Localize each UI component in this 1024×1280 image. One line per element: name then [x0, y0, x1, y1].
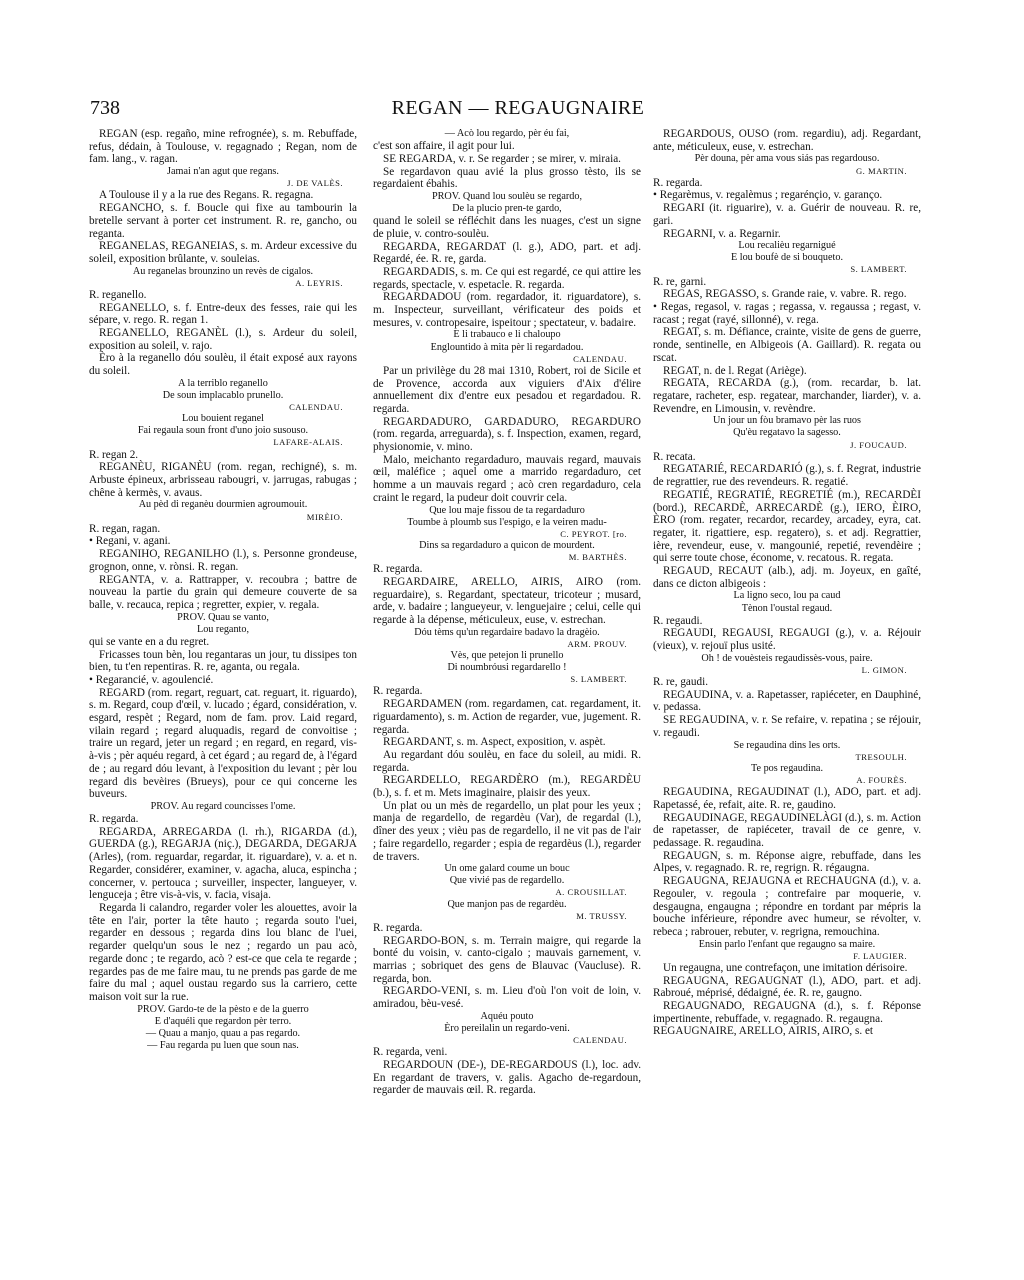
- dictionary-entry: Un regaugna, une contrefaçon, une imitation dérisoire.: [663, 961, 908, 974]
- dictionary-entry: REGANELAS, REGANEIAS, s. m. Ardeur excessive du soleil, exposition brûlante, v. souleias.: [89, 240, 357, 265]
- entry-line: qui se vante en a du regret.: [89, 635, 210, 648]
- quotation-attribution: CALENDAU.: [573, 353, 627, 364]
- quotation-line: Dóu tèms qu'un regardaire badavo la dragèio.: [414, 626, 600, 638]
- quotation-line: Un ome galard coume un bouc: [444, 863, 570, 875]
- quotation-line: Vès, que petejon li prunello: [450, 650, 564, 662]
- dictionary-entry: SE REGAUDINA, v. r. Se refaire, v. repatina ; se réjouir, v. regaudi.: [653, 714, 921, 739]
- dictionary-entry: REGARDOUS, OUSO (rom. regardiu), adj. Regardant, ante, méticuleux, euse, v. estrechan.: [653, 128, 921, 153]
- dictionary-entry: REGARDA, ARREGARDA (l. rh.), RIGARDA (d.), GUERDA (g.), REGARJA (niç.), DEGARDA, DEGARJA (Arles), (rom. reguardar, regardar, it. riguardare), v. a. et n. Regarder, considérer, examiner, v. agacha, aluca, espincha ; concerner, v. pertouca ; surveiller, inspecter, langueyer, v. lenguceja ; être vis-à-vis, v. facia, visaja.: [89, 825, 357, 902]
- dictionary-entry: REGAUGN, s. m. Réponse aigre, rebuffade, dans les Alpes, v. regagnado. R. re, regrign. R. régaugna.: [653, 849, 921, 875]
- quotation-line: Lou reganto,: [196, 623, 250, 635]
- dictionary-entry: REGAUD, RECAUT (alb.), adj. m. Joyeux, en gaîté, dans ce dicton albigeois :: [653, 565, 921, 590]
- entry-line: R. regan 2.: [89, 448, 139, 461]
- dictionary-entry: REGARDADOU (rom. regardador, it. riguardatore), s. m. Inspecteur, surveillant, vérificateur des poids et mesures, v. contropesaire, ispeitour ; spectateur, v. badaire.: [373, 291, 641, 329]
- quotation-attribution: F. LAUGIER.: [853, 950, 907, 961]
- quotation-line: Di noumbróusi regardarello !: [447, 662, 567, 674]
- entry-line: R. regarda.: [653, 176, 703, 189]
- dictionary-entry: REGATIÉ, REGRATIÉ, REGRETIÉ (m.), RECARDÈI (bord.), RECARDÈ, ARRECARDÈ (g.), IERO, ÈIRO, ÈRO (rom. regater, recardor, recardey, arcadey, eyra, cat. regater, it. rigattiere, esp. regatero), s. et adj. Regrattier, ière, revendeur, euse, v. mangounié, repetié, revendèire ; qui serre toute chose, économe, v. recatous. R. regata.: [653, 488, 921, 565]
- quotation-attribution: M. BARTHÈS.: [568, 552, 627, 563]
- entry-line: c'est son affaire, il agit pour lui.: [373, 140, 515, 153]
- dictionary-entry: REGARDOUN (DE-), DE-REGARDOUS (l.), loc. adv. En regardant de travers, v. galis. Agacho de-regardoun, regarder de mauvais œil. R. regarda.: [373, 1058, 641, 1097]
- quotation-attribution: A. FOURÈS.: [856, 774, 907, 785]
- quotation-line: PROV. Quau se vanto,: [177, 611, 269, 623]
- quotation-attribution: J. DE VALÈS.: [287, 178, 343, 189]
- entry-line: R. regarda.: [373, 685, 423, 698]
- entry-line: R. recata.: [653, 450, 696, 463]
- dictionary-entry: REGARDELLO, REGARDÈRO (m.), REGARDÈU (b.), s. f. et m. Mets imaginaire, plaisir des yeux.: [373, 774, 641, 800]
- dictionary-entry: REGARNI, v. a. Regarnir.: [663, 227, 781, 240]
- quotation-attribution: S. LAMBERT.: [570, 674, 627, 685]
- quotation-line: — Fau regarda pu luen que soun nas.: [147, 1039, 299, 1051]
- dictionary-entry: REGAUGNADO, REGAUGNA (d.), s. f. Réponse impertinente, rebuffade, v. regagnado. R. regaugna.: [653, 1000, 921, 1025]
- dictionary-entry: Se regardavon quau avié la plus grosso tèsto, ils se regardaient ébahis.: [373, 165, 641, 191]
- quotation-attribution: S. LAMBERT.: [850, 264, 907, 275]
- dictionary-entry: REGAN (esp. regaño, mine refrognée), s. m. Rebuffade, refus, dédain, à Toulouse, v. regagnado ; Regan, nom de fam. lang., v. ragan.: [89, 128, 357, 166]
- dictionary-entry: REGARDO-VENI, s. m. Lieu d'où l'on voit de loin, v. amiradou, bèu-vesé.: [373, 985, 641, 1011]
- dictionary-entry: REGANCHO, s. f. Boucle qui fixe au tambourin la bretelle servant à porter cet instrument. R. re, gancho, ou reganta.: [89, 202, 357, 240]
- dictionary-entry: REGAT, s. m. Défiance, crainte, visite de gens de guerre, ronde, sentinelle, en Albigeois (A. Gaillard). R. regata ou rscat.: [653, 326, 921, 364]
- dictionary-column-left: [89, 128, 357, 1256]
- quotation-line: Tènon l'oustal regaud.: [741, 602, 833, 614]
- dictionary-entry: REGATA, RECARDA (g.), (rom. recardar, b. lat. regatare, racheter, esp. regatear, marchander, liarder), v. a. Revendre, en Limousin, v. revèndre.: [653, 377, 921, 415]
- dictionary-entry: REGANELLO, REGANÈL (l.), s. Ardeur du soleil, exposition au soleil, v. rajo.: [89, 327, 357, 352]
- quotation-attribution: ARM. PROUV.: [567, 638, 627, 649]
- quotation-line: PROV. Gardo-te de la pèsto e de la guerro: [137, 1003, 309, 1015]
- quotation-line: Au reganelas brounzino un revès de cigalos.: [132, 265, 314, 277]
- dictionary-entry: REGAS, REGASSO, s. Grande raie, v. vabre. R. rego.: [663, 288, 907, 301]
- quotation-line: Lou recalièu regarnigué: [738, 240, 836, 252]
- dictionary-entry: REGAUGNA, REGAUGNAT (l.), ADO, part. et adj. Rabroué, méprisé, dédaigné, ée. R. re, gaugno.: [653, 974, 921, 1000]
- quotation-line: La ligno seco, lou pa caud: [733, 590, 841, 602]
- quotation-line: Lou bouient reganel: [181, 413, 265, 425]
- quotation-line: — Quau a manjo, quau a pas regardo.: [145, 1027, 301, 1039]
- quotation-attribution: A. LEYRIS.: [295, 277, 343, 288]
- dictionary-entry: REGARDAIRE, ARELLO, AIRIS, AIRO (rom. reguardaire), s. Regardant, spectateur, tricoteur ; musard, arde, v. badaire ; langueyeur, v. lenguejaire ; celui, celle qui regarde à la dépense, méticuleux, euse, v. estrechan.: [373, 575, 641, 627]
- dictionary-entry: REGARDO-BON, s. m. Terrain maigre, qui regarde la bonté du voisin, v. canto-cigalo ; mauvais garnement, v. marrias ; sobriquet des gens de Blauvac (Vaucluse). R. regarda, bon.: [373, 934, 641, 985]
- entry-line: • Regas, regasol, v. ragas ; regassa, v. regaussa ; regast, v. racast ; regat (rayé, sillonné), v. rega.: [653, 301, 921, 326]
- page-header: [90, 97, 946, 125]
- quotation-line: Ensin parlo l'enfant que regaugno sa maire.: [698, 938, 876, 950]
- quotation-line: Dins sa regardaduro a quicon de mourdent.: [419, 539, 595, 551]
- dictionary-entry: Èro à la reganello dóu soulèu, il était exposé aux rayons du soleil.: [89, 352, 357, 378]
- quotation-line: Un jour un fòu bramavo pèr las ruos: [713, 415, 861, 427]
- dictionary-entry: REGARDADURO, GARDADURO, REGARDURO (rom. regarda, arreguarda), s. f. Inspection, examen, regard, physionomie, v. mino.: [373, 415, 641, 454]
- entry-line: R. regaudi.: [653, 614, 703, 627]
- quotation-line: Qu'èu regatavo la sagesso.: [733, 427, 841, 439]
- quotation-line: Jamai n'an agut que regans.: [167, 166, 279, 178]
- quotation-line: Au pèd di reganèu dourmien agroumouit.: [138, 499, 308, 511]
- dictionary-entry: REGARDAMEN (rom. regardamen, cat. regardament, it. riguardamento), s. m. Action de regarder, vue, jugement. R. regarda.: [373, 698, 641, 736]
- dictionary-entry: Fricasses toun bèn, lou regantaras un jour, tu dissipes ton bien, tu t'en repentiras. R. re, aganta, ou regala.: [89, 648, 357, 674]
- dictionary-entry: REGARDA, REGARDAT (l. g.), ADO, part. et adj. Regardé, ée. R. re, garda.: [373, 240, 641, 266]
- dictionary-entry: REGARD (rom. regart, reguart, cat. reguart, it. riguardo), s. m. Regard, coup d'œil, v. lucado ; égard, considération, v. esgard, respèt ; Regard, nom de fam. prov. Laid regard, vilain regard ; regard aluquadis, regard de convoitise ; traire un regard, jeter un regard ; en regard, en regard, vis-à-vis ; pèr aquéu regard, à cet égard ; au regard de, à l'égard de ; au regard dóu levant, à l'exposition du levant ; pèr lou regard dis bevèires (Brueys), pour ce qui concerne les buveurs.: [89, 686, 357, 801]
- dictionary-entry: REGARDADIS, s. m. Ce qui est regardé, ce qui attire les regards, spectacle, v. espetacle. R. regarda.: [373, 265, 641, 291]
- dictionary-entry: REGAUDI, REGAUSI, REGAUGI (g.), v. a. Réjouir (vieux), v. rejouï plus usité.: [653, 627, 921, 653]
- quotation-attribution: MIRÈIO.: [306, 511, 343, 522]
- entry-line: R. regarda.: [89, 813, 139, 826]
- dictionary-column-middle: [373, 128, 641, 1256]
- dictionary-entry: Au regardant dóu soulèu, en face du soleil, au midi. R. regarda.: [373, 748, 641, 774]
- quotation-line: PROV. Quand lou soulèu se regardo,: [431, 190, 583, 202]
- quotation-line: Que vivié pas de regardello.: [449, 875, 565, 887]
- entry-line: • Regarancié, v. agoulencié.: [89, 673, 214, 686]
- quotation-line: Se regaudina dins les orts.: [733, 739, 841, 751]
- quotation-line: E lou boufè de si bouqueto.: [730, 252, 844, 264]
- entry-line: R. regarda, veni.: [373, 1046, 448, 1059]
- dictionary-entry: REGARI (it. riguarire), v. a. Guérir de nouveau. R. re, gari.: [653, 202, 921, 227]
- quotation-line: PROV. Au regard councisses l'ome.: [150, 800, 296, 812]
- dictionary-entry: Un plat ou un mès de regardello, un plat pour les yeux ; manja de regardello, de regardèu (Var), de regardal (l.), dîner des yeux ; vièu pas de regardello, il ne vit pas de l'air ; faire regardello, regarder ; espia de regardèus (l.), regarder de travers.: [373, 799, 641, 863]
- quotation-line: Que lou maje fissou de ta regardaduro: [429, 504, 585, 516]
- dictionary-entry: REGANTA, v. a. Rattrapper, v. recoubra ; battre de nouveau la partie du grain qui demeure couverte de sa balle, v. recauca, repica ; regretter, expier, v. regala.: [89, 573, 357, 611]
- dictionary-entry: REGANÈU, RIGANÈU (rom. regan, rechigné), s. m. Arbuste épineux, arbrisseau rabougri, v. jarrugas, rabugas ; chêne à kermès, v. avaus.: [89, 461, 357, 499]
- quotation-line: Pèr douna, pèr ama vous siás pas regardouso.: [694, 153, 880, 165]
- quotation-line: Oh ! de vouèsteis regaudissès-vous, paire.: [701, 652, 873, 664]
- quotation-attribution: TRESOULH.: [855, 751, 907, 762]
- quotation-line: Englountido à mita pèr li regardadou.: [430, 341, 584, 353]
- dictionary-entry: Regarda li calandro, regarder voler les alouettes, avoir la tête en l'air, porter la tête hauto ; regarda souto l'uei, regarder en dessous ; regarda dins lou blanc de l'uei, regarder quelqu'un sous le nez ; regardo un pau acò, regarde donc ; te regardo, acò ? est-ce que cela te regarde ; regardes pas de me faire mau, tu ne prends pas garde de me faire du mal ; aquel oustau regardo sus la carriero, cette maison voit sur la rue.: [89, 902, 357, 1003]
- entry-line: R. regarda.: [373, 563, 423, 576]
- dictionary-entry: REGAUDINAGE, REGAUDINELÀGI (d.), s. m. Action de rapetasser, de rapiéceter, travail de ce genre, v. pedassage. R. regaudina.: [653, 811, 921, 849]
- quotation-line: De soun implacablo prunello.: [162, 389, 284, 401]
- entry-line: • Regani, v. agani.: [89, 535, 171, 548]
- entry-line: R. re, gaudi.: [653, 676, 708, 689]
- entry-line: R. re, garni.: [653, 275, 707, 288]
- quotation-line: Toumbe à ploumb sus l'espigo, e la veiren madu-: [407, 516, 607, 528]
- entry-line: R. reganello.: [89, 288, 147, 301]
- dictionary-entry: Malo, meichanto regardaduro, mauvais regard, mauvais œil, maléfice ; aquel ome a marrido regardaduro, cet homme a un mauvais regard ; acò cren regardaduro, cela craint le regard, la pudeur doit couvrir cela.: [373, 453, 641, 504]
- page-number: 738: [90, 97, 120, 119]
- dictionary-entry: SE REGARDA, v. r. Se regarder ; se mirer, v. miraia.: [383, 152, 621, 165]
- entry-line: • Regarèmus, v. regalèmus ; regarénçio, v. garanço.: [653, 189, 883, 202]
- dictionary-entry: REGAT, n. de l. Regat (Ariège).: [663, 364, 807, 377]
- quotation-line: Fai regaula soun front d'uno joio susouso.: [137, 425, 309, 437]
- dictionary-entry: REGAUGNA, REJAUGNA et RECHAUGNA (d.), v. a. Regouler, v. regoula ; contrefaire par moquerie, v. desgaugna, engaugna ; répondre en tordant par mépris la bouche inférieure, répondre avec humeur, se révolter, v. rebeca ; rabrouer, rebuter, v. regrigna, remouchina.: [653, 875, 921, 938]
- dictionary-entry: REGAUDINA, REGAUDINAT (l.), ADO, part. et adj. Rapetassé, ée, refait, aite. R. re, gaudino.: [653, 786, 921, 811]
- quotation-line: Èro pereilalin un regardo-veni.: [444, 1022, 570, 1034]
- quotation-line: Que manjon pas de regardèu.: [447, 898, 567, 910]
- dictionary-entry: REGANIHO, REGANILHO (l.), s. Personne grondeuse, grognon, onne, v. rònsi. R. regan.: [89, 548, 357, 573]
- quotation-attribution: L. GIMON.: [861, 664, 907, 675]
- entry-line: quand le soleil se réfléchit dans les nuages, c'est un signe de pluie, v. contro-soulèu.: [373, 215, 641, 240]
- quotation-line: — Acò lou regardo, pèr éu fai,: [444, 128, 570, 139]
- quotation-attribution: A. CROUSILLAT.: [555, 887, 627, 898]
- entry-line: R. regan, ragan.: [89, 522, 161, 535]
- quotation-line: E li trabauco e li chaloupo: [453, 329, 561, 341]
- entry-line: REGAUGNAIRE, ARELLO, AIRIS, AIRO, s. et: [653, 1025, 874, 1038]
- quotation-line: De la plucio pren-te gardo,: [452, 203, 562, 214]
- quotation-line: Te pos regaudina.: [751, 762, 823, 774]
- dictionary-entry: REGAUDINA, v. a. Rapetasser, rapiéceter, en Dauphiné, v. pedassa.: [653, 688, 921, 714]
- dictionary-entry: REGATARIÉ, RECARDARIÓ (g.), s. f. Regrat, industrie de regrattier, rue des revendeurs. R. regatié.: [653, 463, 921, 489]
- quotation-line: E d'aquéli que regardon pèr terro.: [154, 1015, 292, 1027]
- quotation-attribution: M. TRUSSY.: [576, 910, 627, 921]
- quotation-attribution: CALENDAU.: [289, 402, 343, 413]
- dictionary-entry: REGANELLO, s. f. Entre-deux des fesses, raie qui les sépare, v. rego. R. regan 1.: [89, 301, 357, 327]
- dictionary-column-right: [653, 128, 921, 1256]
- quotation-line: A la terriblo reganello: [178, 377, 268, 389]
- dictionary-entry: Par un privilège du 28 mai 1310, Robert, roi de Sicile et de Provence, accorda aux viguiers d'Aix d'élire annuellement dix d'entre eux pesadou et regardadou. R. regarda.: [373, 364, 641, 415]
- quotation-attribution: J. FOUCAUD.: [850, 439, 907, 450]
- quotation-attribution: CALENDAU.: [573, 1035, 627, 1046]
- running-head: REGAN — REGAUGNAIRE: [391, 97, 645, 119]
- quotation-attribution: C. PEYROT. [ro.: [560, 528, 627, 539]
- entry-line: R. regarda.: [373, 921, 423, 934]
- quotation-line: Aquéu pouto: [480, 1010, 534, 1022]
- quotation-attribution: G. MARTIN.: [855, 165, 907, 176]
- dictionary-entry: REGARDANT, s. m. Aspect, exposition, v. aspèt.: [383, 736, 606, 749]
- dictionary-entry: A Toulouse il y a la rue des Regans. R. regagna.: [99, 189, 314, 202]
- quotation-attribution: LAFARE-ALAIS.: [273, 437, 343, 448]
